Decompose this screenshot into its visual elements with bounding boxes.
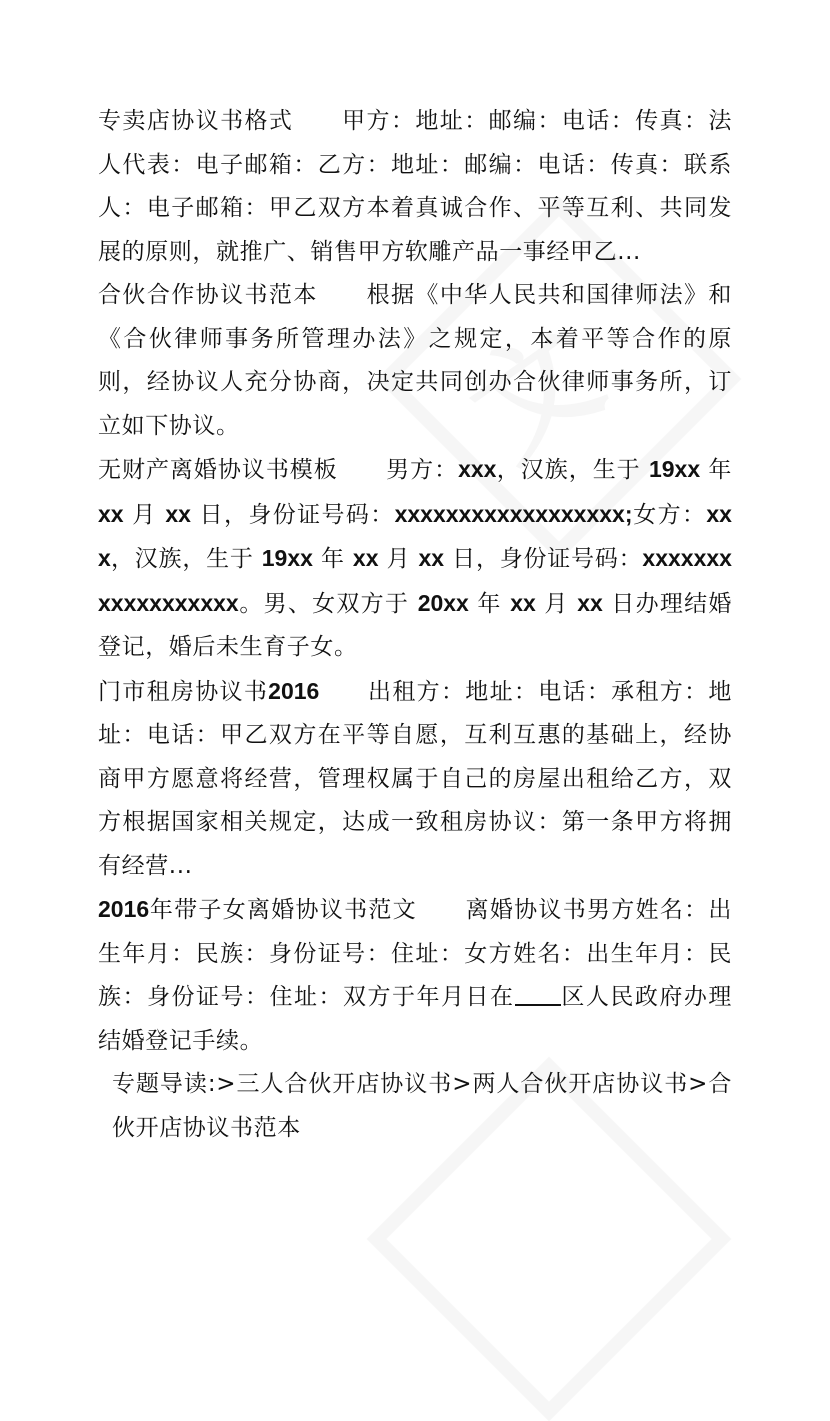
topic-guide	[98, 1063, 732, 1150]
placeholder-year: 20xx	[417, 589, 469, 616]
placeholder-year: 19xx	[261, 545, 313, 571]
entry-body-part: 年	[312, 546, 353, 572]
entry-body-part: 。男、女双方于	[238, 590, 418, 617]
entry-4	[98, 670, 732, 889]
entry-body-part: 日，身份证号码：	[190, 501, 395, 528]
entry-body-part: 男方：	[385, 457, 459, 483]
entry-body-part: 日，身份证号码：	[444, 546, 643, 572]
entry-title-year: 2016	[268, 677, 320, 704]
entry-title: 年带子女离婚协议书范文	[149, 897, 417, 923]
entry-body-part: 月	[535, 590, 578, 617]
entry-body: 出租方：地址：电话：承租方：地址：电话：甲乙双方在平等自愿，互利互惠的基础上，经协商甲方愿意将经营，管理权属于自己的房屋出租给乙方，双方根据国家相关规定，达成一致租房协议：第一条甲方将拥有经营...	[98, 678, 732, 879]
entry-title: 合伙合作协议书范本	[98, 282, 318, 308]
entry-body-part: 年	[700, 457, 733, 483]
document-body	[98, 100, 732, 1150]
entry-body-part: ，汉族，生于	[496, 457, 649, 483]
placeholder-month: xx	[352, 545, 379, 571]
entry-title: 专卖店协议书格式	[98, 108, 294, 134]
entry-title: 门市租房协议书	[98, 678, 269, 705]
entry-3	[98, 448, 732, 670]
entry-body: 甲方：地址：邮编：电话：传真：法人代表：电子邮箱：乙方：地址：邮编：电话：传真：联系人：电子邮箱：甲乙双方本着真诚合作、平等互利、共同发展的原则，就推广、销售甲方软雕产品一事经甲乙...	[98, 108, 732, 265]
entry-body: 区人民政府办理结婚登记手续。	[98, 984, 732, 1054]
placeholder-id: xxxxxxxxxxxxxxxxxx;	[394, 500, 633, 527]
separator: >	[216, 1071, 237, 1097]
entry-body-part: 月	[123, 501, 166, 528]
entry-title-year: 2016	[98, 896, 150, 922]
placeholder-day: xx	[165, 500, 191, 527]
placeholder-name: xxx	[458, 456, 497, 482]
entry-body-part: 日办理结婚登记，婚后未生育子女。	[98, 590, 732, 660]
entry-body: 根据《中华人民共和国律师法》和《合伙律师事务所管理办法》之规定，本着平等合作的原则，经协议人充分协商，决定共同创办合伙律师事务所，订立如下协议。	[98, 282, 732, 439]
topic-link[interactable]: 三人合伙开店协议书	[236, 1071, 453, 1097]
placeholder-year: 19xx	[648, 456, 701, 482]
entry-body-part: 年	[468, 590, 511, 617]
entry-body: 离婚协议书男方姓名：出生年月：民族：身份证号：住址：女方姓名：出生年月：民族：身份证号：住址：双方于年月日在	[98, 897, 732, 1010]
placeholder-day: xx	[577, 589, 603, 616]
entry-1	[98, 100, 732, 274]
entry-2	[98, 274, 732, 448]
entry-5	[98, 888, 732, 1063]
placeholder-name: xxx	[98, 500, 732, 571]
placeholder-month: xx	[510, 589, 536, 616]
topic-link[interactable]: 合伙开店协议书范本	[112, 1071, 733, 1141]
placeholder-month: xx	[98, 500, 124, 527]
placeholder-id: xxxxxxxxxxxxxxxxxx	[98, 545, 732, 616]
placeholder-day: xx	[418, 545, 445, 571]
entry-title: 无财产离婚协议书模板	[98, 457, 338, 483]
entry-body-part: ，汉族，生于	[110, 546, 262, 572]
topic-guide-label: 专题导读:	[112, 1071, 217, 1097]
fill-in-blank	[515, 982, 561, 1006]
separator: >	[452, 1071, 473, 1097]
entry-body-part: 月	[378, 546, 419, 572]
separator: >	[688, 1071, 709, 1097]
entry-body-part: 女方：	[632, 501, 707, 528]
topic-link[interactable]: 两人合伙开店协议书	[472, 1071, 689, 1097]
